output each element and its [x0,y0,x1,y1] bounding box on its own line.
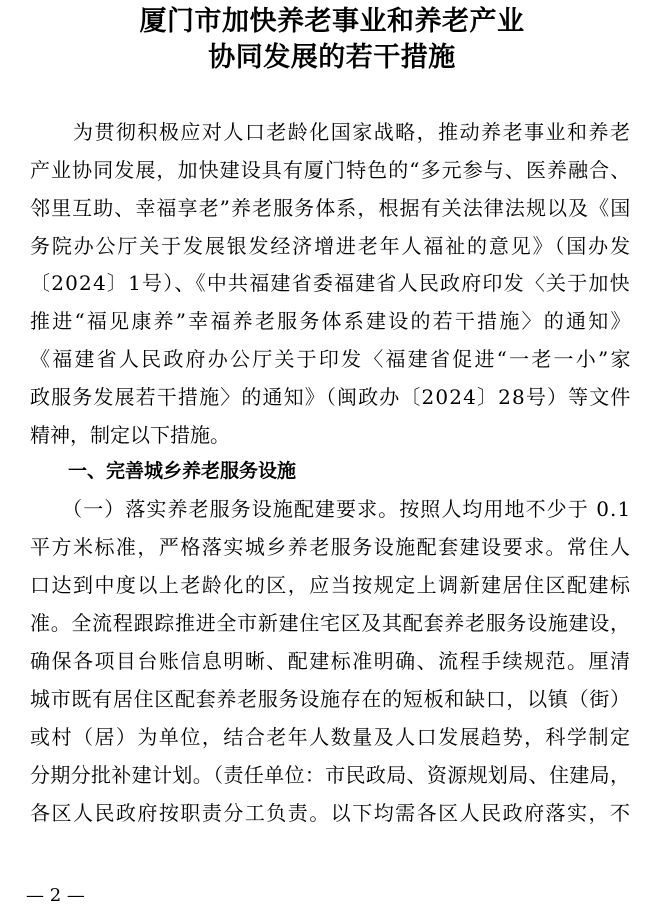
paragraph-line: 《福建省人民政府办公厅关于印发〈福建省促进“一老一小”家 [30,347,633,371]
paragraph-line: 准。全流程跟踪推进全市新建住宅区及其配套养老服务设施建设， [30,611,631,635]
paragraph-line: 城市既有居住区配套养老服务设施存在的短板和缺口，以镇（街） [30,687,631,711]
paragraph-line: 产业协同发展，加快建设具有厦门特色的“多元参与、医养融合、 [30,158,632,182]
paragraph-line: 政服务发展若干措施〉的通知》（闽政办〔2024〕28号）等文件 [30,385,632,409]
paragraph-line: 口达到中度以上老龄化的区，应当按规定上调新建居住区配建标 [30,573,632,597]
section-heading: 一、完善城乡养老服务设施 [30,460,297,482]
paragraph-line: 平方米标准，严格落实城乡养老服务设施配套建设要求。常住人 [30,535,632,559]
page-number: — 2 — [26,885,85,906]
paragraph-line: 分期分批补建计划。（责任单位：市民政局、资源规划局、住建局， [30,763,631,787]
paragraph-line: 务院办公厅关于发展银发经济增进老年人福祉的意见》（国办发 [30,234,632,258]
paragraph-line: 精神，制定以下措施。 [30,423,230,447]
document-title-line-2: 协同发展的若干措施 [208,42,456,73]
paragraph-line: 推进“福见康养”幸福养老服务体系建设的若干措施〉的通知》 [30,309,633,333]
paragraph-line: 确保各项目台账信息明晰、配建标准明确、流程手续规范。厘清 [30,649,632,673]
paragraph-line: 各区人民政府按职责分工负责。以下均需各区人民政府落实，不 [30,801,632,825]
paragraph-line: 〔2024〕1号）、《中共福建省委福建省人民政府印发〈关于加快 [30,271,631,295]
paragraph-line: 为贯彻积极应对人口老龄化国家战略，推动养老事业和养老 [30,120,632,144]
paragraph-line: 邻里互助、幸福享老”养老服务体系，根据有关法律法规以及《国 [30,196,632,220]
paragraph-line: （一）落实养老服务设施配建要求。按照人均用地不少于 0.1 [30,497,632,521]
paragraph-line: 或村（居）为单位，结合老年人数量及人口发展趋势，科学制定 [30,725,632,749]
document-title-line-1: 厦门市加快养老事业和养老产业 [139,6,525,37]
